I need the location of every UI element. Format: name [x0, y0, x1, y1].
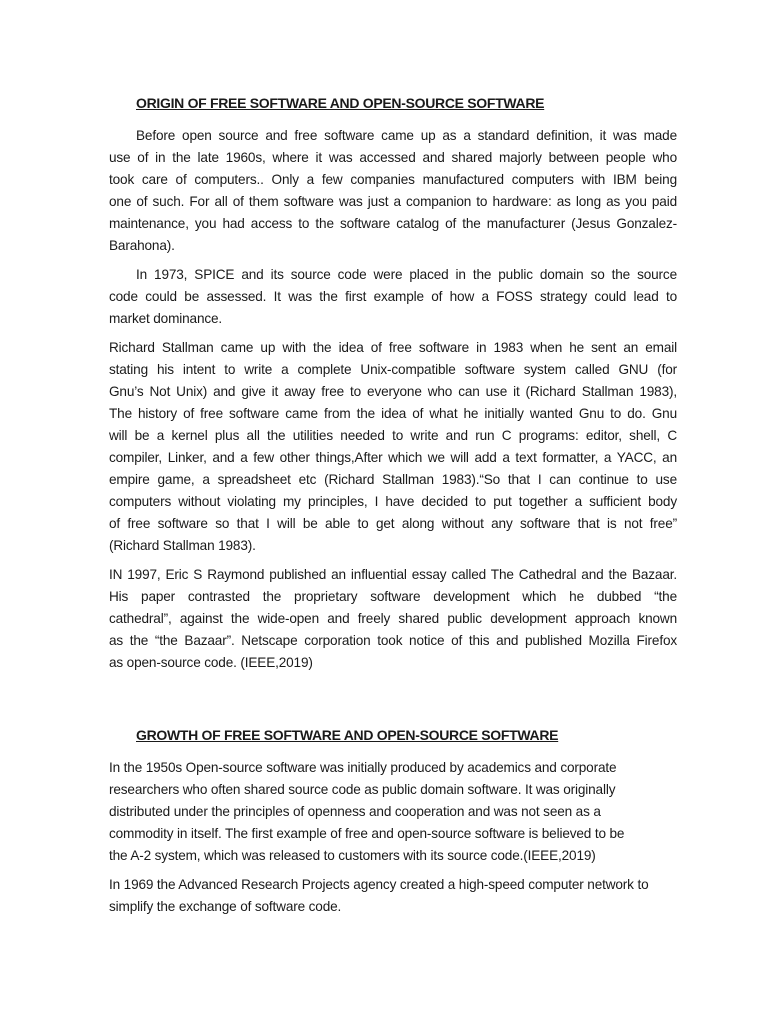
- text-line: commodity in itself. The first example of free and open-source software is believed to be: [109, 826, 625, 841]
- text-line: will be a kernel plus all the utilities needed to write and run C programs: editor, shell, C: [109, 428, 677, 443]
- paragraph: [109, 874, 677, 918]
- section-heading-growth: GROWTH OF FREE SOFTWARE AND OPEN-SOURCE SOFTWARE: [136, 727, 559, 743]
- text-line: market dominance.: [109, 311, 223, 326]
- text-line: In 1969 the Advanced Research Projects agency created a high-speed computer network to: [109, 877, 649, 892]
- paragraph: [109, 264, 677, 330]
- paragraph: [109, 564, 677, 674]
- text-line: In the 1950s Open-source software was initially produced by academics and corporate: [109, 760, 617, 775]
- text-line: maintenance, you had access to the software catalog of the manufacturer (Jesus Gonzalez-: [109, 216, 677, 231]
- text-line: researchers who often shared source code as public domain software. It was originally: [109, 782, 616, 797]
- document-page: [109, 92, 677, 925]
- text-line: cathedral”, against the wide-open and freely shared public development approach known: [109, 611, 677, 626]
- text-line: stating his intent to write a complete Unix-compatible software system called GNU (for: [109, 362, 677, 377]
- paragraph: [109, 337, 677, 557]
- text-line: His paper contrasted the proprietary software development which he dubbed “the: [109, 589, 677, 604]
- text-line: (Richard Stallman 1983).: [109, 538, 256, 553]
- paragraph: [109, 757, 677, 867]
- text-line: empire game, a spreadsheet etc (Richard Stallman 1983).“So that I can continue to use: [109, 472, 677, 487]
- text-line: IN 1997, Eric S Raymond published an influential essay called The Cathedral and the Bazaar.: [109, 567, 677, 582]
- text-line: The history of free software came from the idea of what he initially wanted Gnu to do. Gnu: [109, 406, 677, 421]
- text-line: In 1973, SPICE and its source code were placed in the public domain so the source: [136, 267, 677, 282]
- text-line: Barahona).: [109, 238, 175, 253]
- text-line: Before open source and free software came up as a standard definition, it was made: [136, 128, 677, 143]
- text-line: Richard Stallman came up with the idea of free software in 1983 when he sent an email: [109, 340, 677, 355]
- text-line: computers without violating my principles, I have decided to put together a sufficient body: [109, 494, 677, 509]
- text-line: Gnu’s Not Unix) and give it away free to everyone who can use it (Richard Stallman 1983),: [109, 384, 677, 399]
- section-heading-origin: ORIGIN OF FREE SOFTWARE AND OPEN-SOURCE SOFTWARE: [136, 95, 545, 111]
- text-line: as open-source code. (IEEE,2019): [109, 655, 313, 670]
- text-line: of free software so that I will be able to get along without any software that is not free”: [109, 516, 677, 531]
- text-line: code could be assessed. It was the first example of how a FOSS strategy could lead to: [109, 289, 677, 304]
- text-line: simplify the exchange of software code.: [109, 899, 342, 914]
- text-line: one of such. For all of them software was just a companion to hardware: as long as you paid: [109, 194, 677, 209]
- text-line: took care of computers.. Only a few companies manufactured computers with IBM being: [109, 172, 677, 187]
- text-line: use of in the late 1960s, where it was accessed and shared majorly between people who: [109, 150, 677, 165]
- text-line: distributed under the principles of openness and cooperation and was not seen as a: [109, 804, 601, 819]
- text-line: as the “the Bazaar”. Netscape corporation took notice of this and published Mozilla Firefox: [109, 633, 677, 648]
- text-line: compiler, Linker, and a few other things,After which we will add a text formatter, a YACC, an: [109, 450, 677, 465]
- text-line: the A-2 system, which was released to customers with its source code.(IEEE,2019): [109, 848, 596, 863]
- paragraph: [109, 125, 677, 257]
